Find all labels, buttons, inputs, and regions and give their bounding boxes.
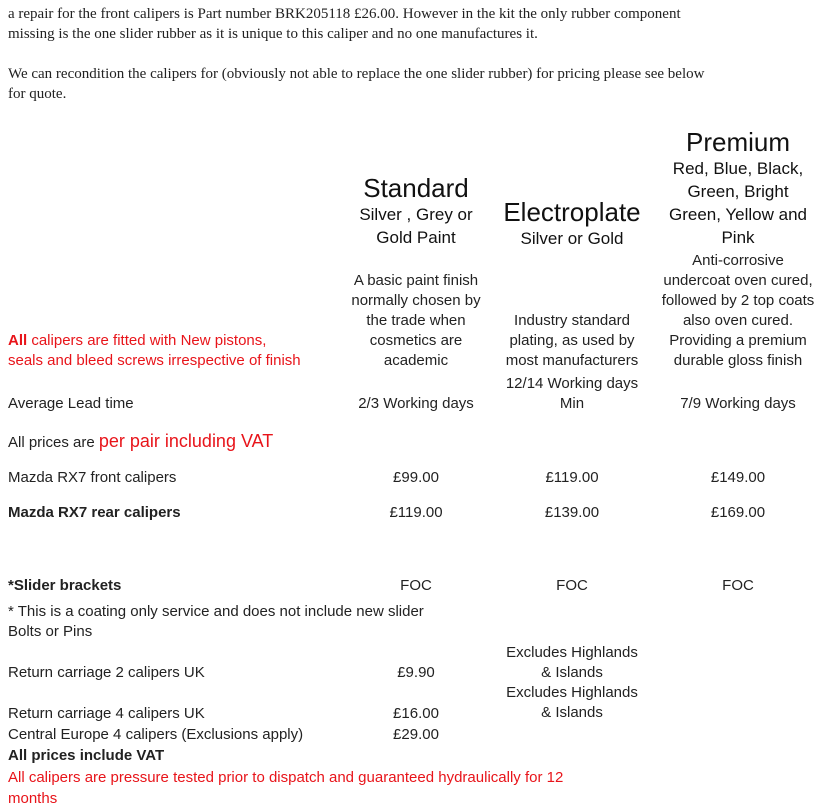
description-line: followed by 2 top coats [661, 292, 815, 309]
lead-time-standard: 2/3 Working days [358, 395, 474, 412]
column-subtitle: Gold Paint [376, 228, 456, 247]
carriage-price: £16.00 [393, 705, 439, 722]
column-header-standard [334, 173, 498, 249]
pressure-tested-notice [8, 767, 648, 809]
prices-note-emphasis: per pair including VAT [98, 431, 274, 451]
lead-time-label: Average Lead time [8, 395, 134, 412]
notice-bold-word: All [8, 332, 28, 349]
description-line: durable gloss finish [673, 352, 803, 369]
column-description-premium [650, 251, 826, 371]
description-line: Providing a premium [669, 332, 807, 349]
column-subtitle: Green, Bright [687, 182, 789, 201]
price-row-label: Mazda RX7 rear calipers [8, 504, 181, 521]
intro-paragraph [8, 4, 828, 44]
carriage-note-line: Excludes Highlands [506, 684, 638, 701]
price-cell: £119.00 [389, 504, 443, 521]
lead-time-electroplate [494, 374, 650, 414]
slider-cell: FOC [556, 577, 588, 594]
carriage-note-line: & Islands [541, 704, 603, 721]
description-line: also oven cured. [682, 312, 794, 329]
description-line: cosmetics are [369, 332, 463, 349]
description-line: Industry standard [514, 312, 630, 329]
price-cell: £139.00 [544, 504, 600, 521]
intro-line: missing is the one slider rubber as it is unique to this caliper and no one manufactures it. [8, 26, 538, 42]
column-title: Electroplate [503, 197, 641, 227]
notice-text: calipers are fitted with New pistons, [27, 332, 267, 349]
carriage-label: Return carriage 2 calipers UK [8, 664, 205, 681]
notice-line: seals and bleed screws irrespective of finish [8, 352, 301, 369]
description-line: undercoat oven cured, [663, 272, 813, 289]
pressure-tested-line: All calipers are pressure tested prior to dispatch and guaranteed hydraulically for 12 [8, 769, 564, 786]
column-subtitle: Silver , Grey or [359, 205, 473, 224]
lead-time-premium: 7/9 Working days [680, 395, 796, 412]
lead-time-line: Min [559, 395, 585, 412]
carriage-note-line: & Islands [541, 664, 603, 681]
carriage-note [494, 643, 650, 723]
description-line: the trade when [366, 312, 466, 329]
carriage-price: £29.00 [393, 726, 439, 743]
slider-note-line: * This is a coating only service and does not include new slider [8, 603, 424, 620]
slider-cell: FOC [722, 577, 754, 594]
description-line: normally chosen by [351, 292, 481, 309]
column-subtitle: Red, Blue, Black, [672, 159, 804, 178]
prices-note-prefix: All prices are [8, 434, 99, 451]
intro-line: We can recondition the calipers for (obviously not able to replace the one slider rubber) for pricing please see below [8, 66, 705, 82]
description-line: academic [383, 352, 449, 369]
lead-time-line: 12/14 Working days [505, 375, 639, 392]
description-line: Anti-corrosive [692, 252, 784, 269]
prices-note [8, 429, 273, 455]
price-cell: £99.00 [393, 469, 439, 486]
column-header-electroplate [494, 197, 650, 250]
carriage-price: £9.90 [397, 664, 435, 681]
description-line: plating, as used by [509, 332, 635, 349]
description-line: A basic paint finish [353, 272, 479, 289]
new-pistons-notice [8, 331, 338, 371]
slider-brackets-label: *Slider brackets [8, 577, 122, 594]
notice-line [8, 331, 338, 351]
slider-note [8, 602, 488, 642]
price-row-label: Mazda RX7 front calipers [8, 469, 177, 486]
vat-notice: All prices include VAT [8, 747, 165, 764]
slider-note-line: Bolts or Pins [8, 623, 93, 640]
column-header-premium [650, 127, 826, 249]
intro-line: for quote. [8, 86, 67, 102]
intro-line: a repair for the front calipers is Part number BRK205118 £26.00. However in the kit the only rubber component [8, 6, 681, 22]
column-subtitle: Silver or Gold [520, 229, 624, 248]
column-subtitle: Pink [721, 228, 755, 247]
carriage-label: Return carriage 4 calipers UK [8, 705, 205, 722]
carriage-label: Central Europe 4 calipers (Exclusions apply) [8, 726, 304, 743]
intro-paragraph [8, 64, 828, 104]
price-cell: £149.00 [710, 469, 766, 486]
pressure-tested-line: months [8, 790, 58, 807]
slider-cell: FOC [400, 577, 432, 594]
price-cell: £169.00 [710, 504, 766, 521]
carriage-note-line: Excludes Highlands [506, 644, 638, 661]
column-title: Premium [685, 127, 790, 157]
column-title: Standard [363, 173, 469, 203]
column-description-electroplate [494, 311, 650, 371]
description-line: most manufacturers [505, 352, 639, 369]
price-cell: £119.00 [545, 469, 599, 486]
column-subtitle: Green, Yellow and [669, 205, 807, 224]
column-description-standard [334, 271, 498, 371]
